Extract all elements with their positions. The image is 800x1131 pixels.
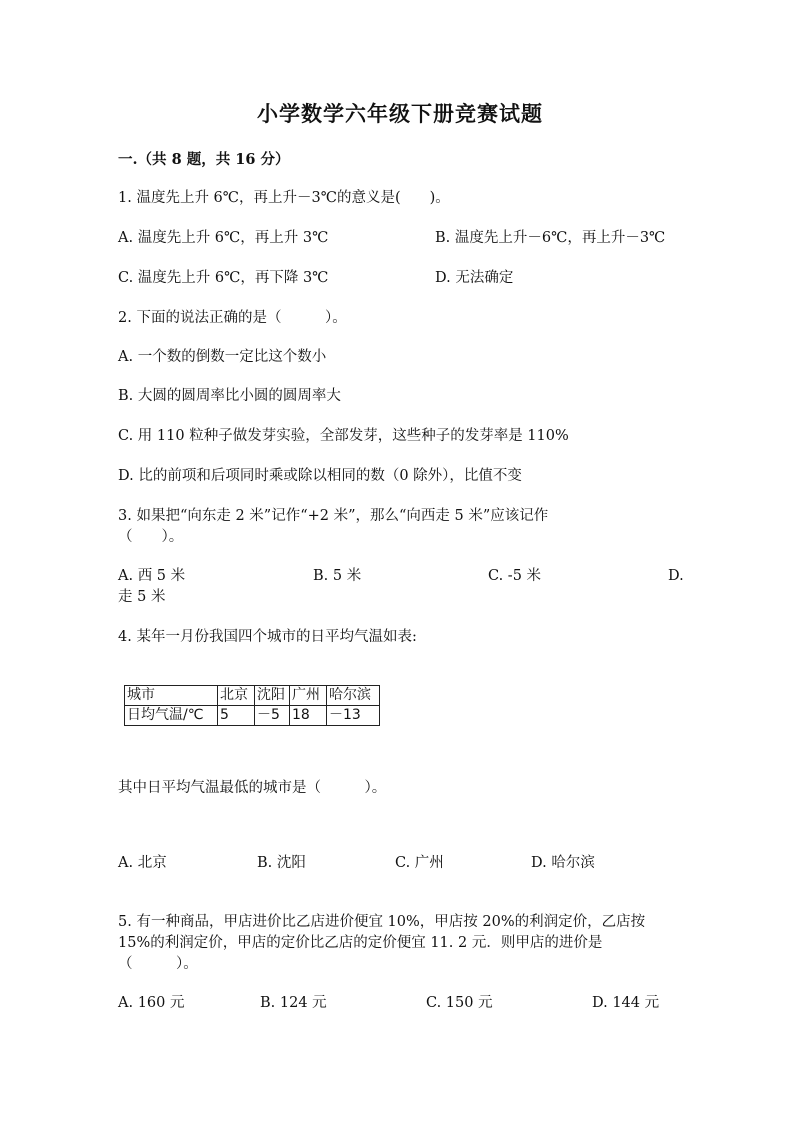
question-3-option-a: A. 西 5 米 bbox=[118, 568, 186, 584]
question-2-option-c: C. 用 110 粒种子做发芽实验，全部发芽，这些种子的发芽率是 110% bbox=[118, 428, 569, 444]
question-5-option-c: C. 150 元 bbox=[426, 995, 493, 1011]
table-cell: 北京 bbox=[218, 686, 255, 706]
section-heading: 一.（共 8 题，共 16 分） bbox=[118, 151, 290, 168]
question-3-option-d-wrap: 走 5 米 bbox=[118, 589, 166, 605]
table-header-row bbox=[125, 686, 380, 706]
question-4-stem: 4. 某年一月份我国四个城市的日平均气温如表: bbox=[118, 629, 417, 645]
table-cell: 18 bbox=[290, 706, 327, 726]
question-4-question: 其中日平均气温最低的城市是（ ）。 bbox=[118, 780, 387, 796]
question-1-option-d: D. 无法确定 bbox=[435, 270, 514, 286]
table-cell: 哈尔滨 bbox=[327, 686, 380, 706]
page-title: 小学数学六年级下册竞赛试题 bbox=[257, 101, 543, 126]
question-2-option-a: A. 一个数的倒数一定比这个数小 bbox=[118, 349, 327, 365]
question-4-option-a: A. 北京 bbox=[118, 855, 167, 871]
table-cell: 日均气温/℃ bbox=[125, 706, 218, 726]
question-5-option-b: B. 124 元 bbox=[260, 995, 327, 1011]
table-cell: 广州 bbox=[290, 686, 327, 706]
table-row bbox=[125, 706, 380, 726]
table-cell: －13 bbox=[327, 706, 380, 726]
question-5-stem-line3: （ ）。 bbox=[118, 956, 198, 972]
question-4-option-c: C. 广州 bbox=[395, 855, 444, 871]
question-2-option-d: D. 比的前项和后项同时乘或除以相同的数（0 除外），比值不变 bbox=[118, 468, 522, 484]
temperature-table bbox=[124, 685, 380, 726]
table-cell: 沈阳 bbox=[255, 686, 290, 706]
table-cell: 5 bbox=[218, 706, 255, 726]
question-5-option-a: A. 160 元 bbox=[118, 995, 185, 1011]
question-1-option-b: B. 温度先上升－6℃，再上升－3℃ bbox=[435, 230, 666, 246]
question-2-option-b: B. 大圆的圆周率比小圆的圆周率大 bbox=[118, 388, 341, 404]
question-1-option-c: C. 温度先上升 6℃，再下降 3℃ bbox=[118, 270, 329, 286]
question-3-option-b: B. 5 米 bbox=[313, 568, 362, 584]
question-3-option-c: C. -5 米 bbox=[488, 568, 542, 584]
table-cell: －5 bbox=[255, 706, 290, 726]
question-3-stem-line2: （ ）。 bbox=[118, 529, 184, 545]
question-4-option-b: B. 沈阳 bbox=[257, 855, 306, 871]
question-4-option-d: D. 哈尔滨 bbox=[531, 855, 595, 871]
question-1-stem: 1. 温度先上升 6℃，再上升－3℃的意义是( )。 bbox=[118, 190, 450, 206]
question-3-stem-line1: 3. 如果把“向东走 2 米”记作“+2 米”，那么“向西走 5 米”应该记作 bbox=[118, 508, 549, 524]
question-1-option-a: A. 温度先上升 6℃，再上升 3℃ bbox=[118, 230, 329, 246]
question-5-stem-line2: 15%的利润定价，甲店的定价比乙店的定价便宜 11. 2 元．则甲店的进价是 bbox=[118, 935, 603, 951]
question-5-option-d: D. 144 元 bbox=[592, 995, 660, 1011]
table-cell: 城市 bbox=[125, 686, 218, 706]
question-5-stem-line1: 5. 有一种商品，甲店进价比乙店进价便宜 10%，甲店按 20%的利润定价，乙店按 bbox=[118, 914, 646, 930]
question-2-stem: 2. 下面的说法正确的是（ ）。 bbox=[118, 310, 347, 326]
question-3-option-d: D. bbox=[668, 568, 684, 584]
